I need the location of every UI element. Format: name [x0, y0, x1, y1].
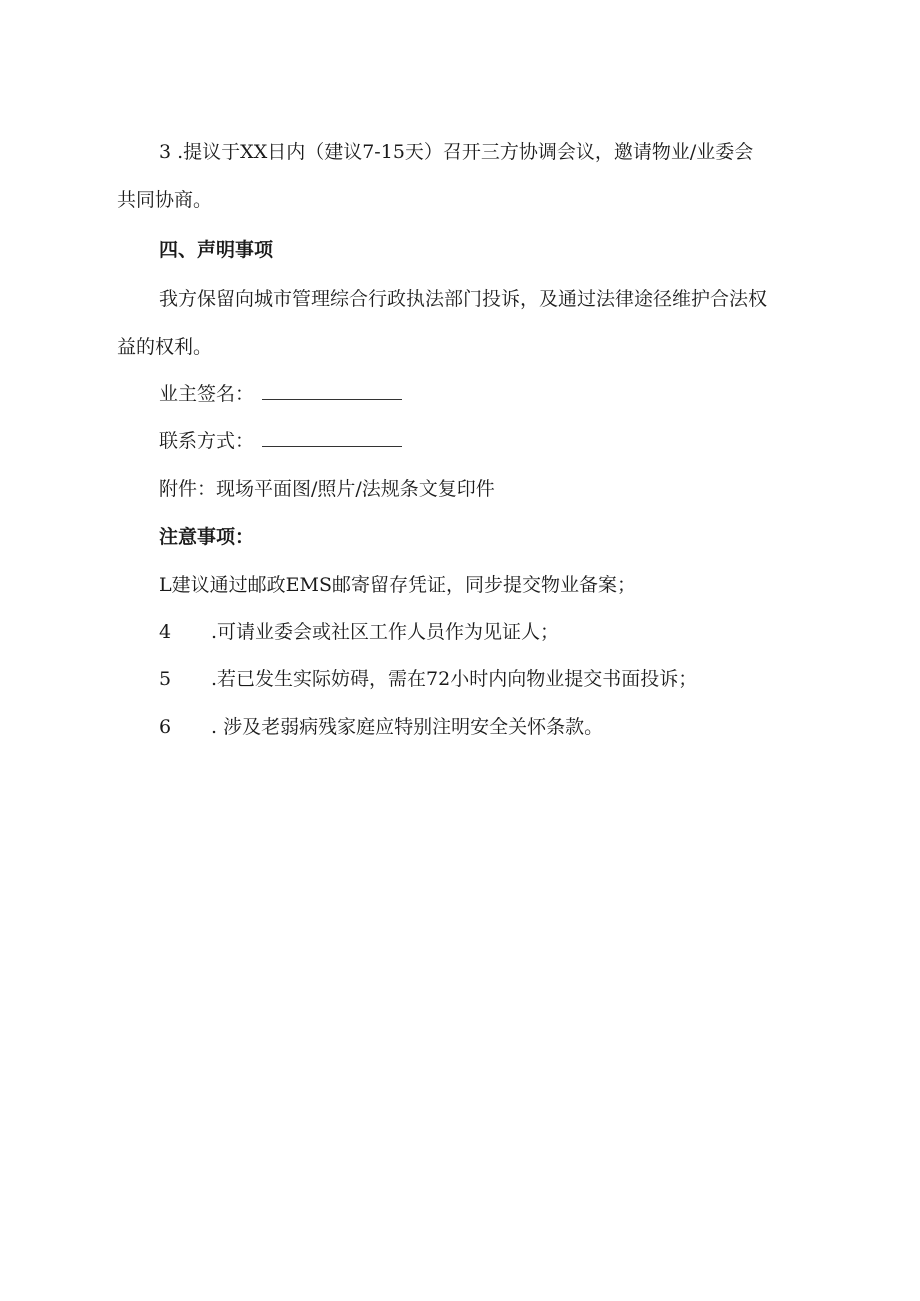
item3-line2: 共同协商。: [117, 189, 213, 211]
contact-blank: [262, 430, 402, 447]
declaration-line1: 我方保留向城市管理综合行政执法部门投诉，及通过法律途径维护合法权: [159, 288, 768, 310]
note-4: [159, 619, 559, 645]
note-6: [159, 714, 603, 740]
declaration-line2: 益的权利。: [117, 336, 213, 358]
contact-row: [159, 428, 402, 454]
section-heading-declaration: 四、声明事项: [159, 239, 274, 261]
notes-heading: 注意事项：: [159, 526, 255, 548]
attachments-line: 附件：现场平面图/照片/法规条文复印件: [159, 478, 495, 500]
signature-label: 业主签名：: [159, 383, 255, 405]
signature-row: [159, 381, 402, 407]
contact-label: 联系方式：: [159, 430, 255, 452]
note-5-number: 5: [159, 668, 172, 690]
note-6-number: 6: [159, 716, 172, 738]
note-5: [159, 666, 697, 692]
item3-line1: 3 .提议于XX日内（建议7-15天）召开三方协调会议，邀请物业/业委会: [159, 141, 754, 163]
note-4-number: 4: [159, 621, 172, 643]
signature-blank: [262, 383, 402, 400]
note-5-text: .若已发生实际妨碍，需在72小时内向物业提交书面投诉；: [211, 668, 698, 690]
note-1: L建议通过邮政EMS邮寄留存凭证，同步提交物业备案；: [159, 574, 636, 596]
note-4-text: .可请业委会或社区工作人员作为见证人；: [211, 621, 560, 643]
note-6-text: . 涉及老弱病残家庭应特别注明安全关怀条款。: [211, 716, 604, 738]
